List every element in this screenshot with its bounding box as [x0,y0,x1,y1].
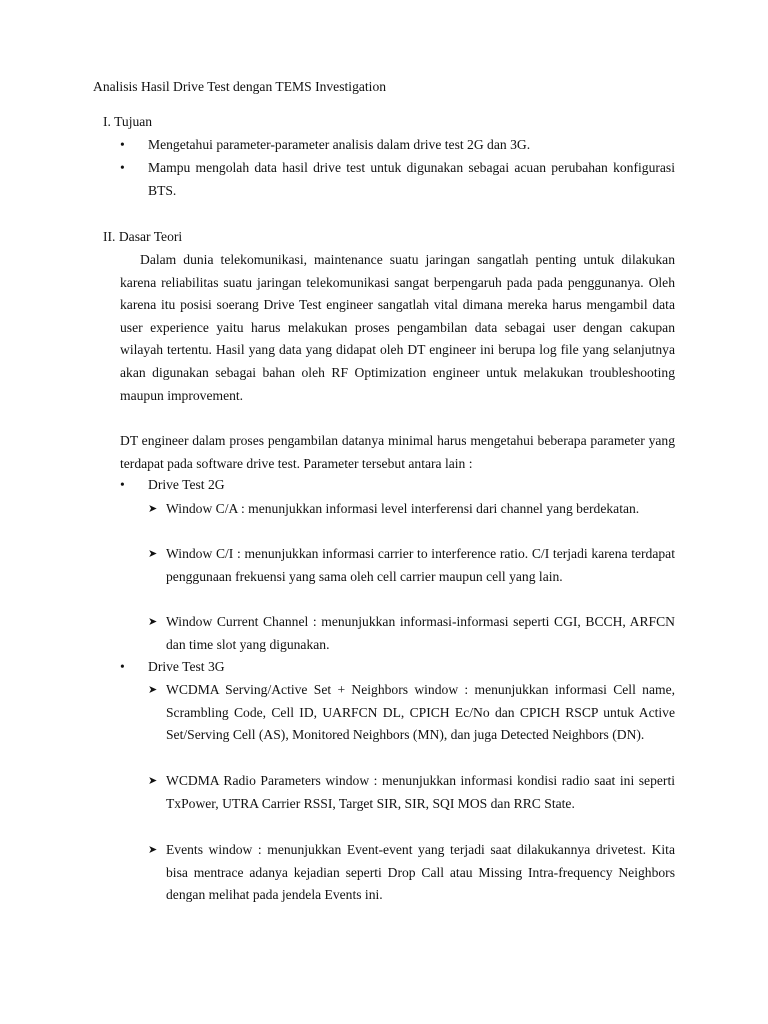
bullet-icon: • [120,160,125,175]
list-item-drive-test-2g [120,474,675,497]
list-item-text: Window C/A : menunjukkan informasi level interferensi dari channel yang berdekatan. [166,501,640,516]
section-heading-tujuan: I. Tujuan [103,114,153,129]
paragraph-parameters: DT engineer dalam proses pengambilan datanya minimal harus mengetahui beberapa parameter yang terdapat pada software drive test. Parameter tersebut antara lain : [120,433,675,471]
list-item [148,498,675,521]
section-heading-dasar-teori: II. Dasar Teori [103,229,183,244]
list-item-text: WCDMA Radio Parameters window : menunjukkan informasi kondisi radio saat ini seperti TxPower, UTRA Carrier RSSI, Target SIR, SIR, SQI MOS dan RRC State. [166,773,675,811]
arrow-bullet-icon: ➤ [148,547,158,560]
list-item [148,611,675,656]
list-item-label: Drive Test 2G [148,477,225,492]
list-item [148,679,675,747]
bullet-icon: • [120,477,125,492]
arrow-bullet-icon: ➤ [148,774,158,787]
arrow-bullet-icon: ➤ [148,615,158,628]
list-item-text: Events window : menunjukkan Event-event yang terjadi saat dilakukannya drivetest. Kita bisa mentrace adanya kejadian seperti Drop Call atau Missing Intra-frequency Neighbors dengan melihat pada jendela Events ini. [166,842,675,903]
paragraph-intro: Dalam dunia telekomunikasi, maintenance suatu jaringan sangatlah penting untuk dilakukan karena reliabilitas suatu jaringan telekomunikasi sangat berpengaruh pada pada penggunanya. Oleh karena itu posisi soerang Drive Test engineer sangatlah vital dimana mereka harus mengambil data user experience yaitu harus melakukan proses pengambilan data sebagai user dengan cakupan wilayah tertentu. Hasil yang data yang didapat oleh DT engineer ini berupa log file yang selanjutnya akan digunakan sebagai bahan oleh RF Optimization engineer untuk melakukan troubleshooting maupun improvement. [120,252,675,403]
list-item-text: Mengetahui parameter-parameter analisis dalam drive test 2G dan 3G. [148,137,531,152]
list-item-text: Window C/I : menunjukkan informasi carrier to interference ratio. C/I terjadi karena terdapat penggunaan frekuensi yang sama oleh cell carrier maupun cell yang lain. [166,546,675,584]
list-item [148,839,675,907]
list-item [120,134,675,157]
arrow-bullet-icon: ➤ [148,683,158,696]
arrow-bullet-icon: ➤ [148,843,158,856]
bullet-icon: • [120,137,125,152]
list-item [148,543,675,588]
list-item-text: Window Current Channel : menunjukkan informasi-informasi seperti CGI, BCCH, ARFCN dan time slot yang digunakan. [166,614,675,652]
list-item-text: Mampu mengolah data hasil drive test untuk digunakan sebagai acuan perubahan konfigurasi BTS. [148,160,675,198]
list-item-text: WCDMA Serving/Active Set + Neighbors window : menunjukkan informasi Cell name, Scrambling Code, Cell ID, UARFCN DL, CPICH Ec/No dan CPICH RSCP untuk Active Set/Serving Cell (AS), Monitored Neighbors (MN), dan juga Detected Neighbors (DN). [166,682,675,743]
list-item [120,157,675,202]
list-item-label: Drive Test 3G [148,659,225,674]
document-title: Analisis Hasil Drive Test dengan TEMS Investigation [93,79,387,94]
bullet-icon: • [120,659,125,674]
list-item [148,770,675,815]
list-item-drive-test-3g [120,656,675,679]
arrow-bullet-icon: ➤ [148,502,158,515]
